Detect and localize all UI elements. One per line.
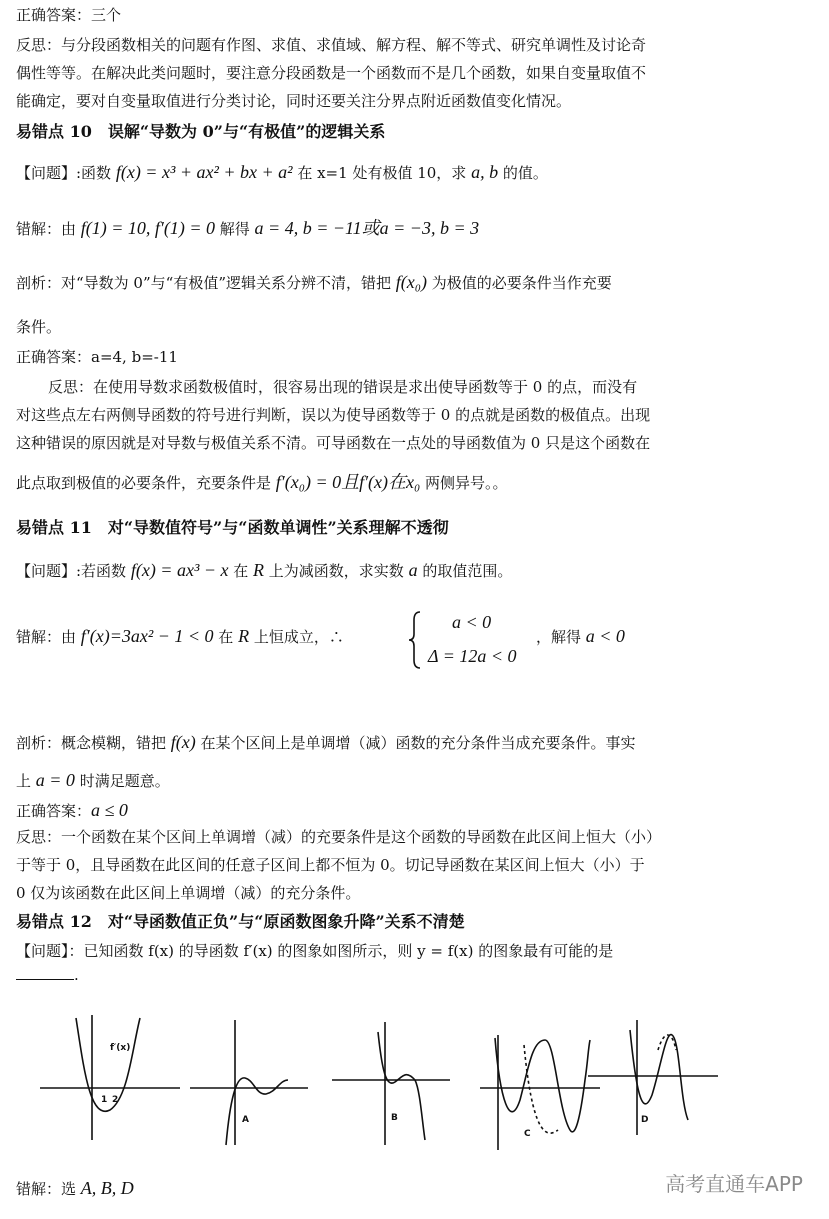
math: R (238, 626, 250, 646)
section-heading-11: 易错点 11 对“导数值符号”与“函数单调性”关系理解不透彻 (16, 518, 449, 537)
wrong-solution-12 (16, 1178, 134, 1200)
text: 在某个区间上是单调增（减）函数的充分条件当成充要条件。事实 (195, 734, 636, 752)
figure-label-d: D (641, 1115, 649, 1125)
math: a = 0 (35, 770, 75, 790)
section-heading-10: 易错点 10 误解“导数为 0”与“有极值”的逻辑关系 (16, 122, 386, 141)
text: 在 x=1 处有极值 10，求 (292, 164, 472, 182)
reflection-10 (16, 472, 508, 494)
line: 条件。 (16, 318, 62, 336)
watermark: 高考直通车APP (665, 1172, 803, 1196)
text: 的值。 (498, 164, 548, 182)
math: f′(x₀) = 0且f′(x)在x₀ (275, 472, 421, 492)
line: 正确答案：三个 (16, 6, 122, 24)
text: 剖析：对“导数为 0”与“有极值”逻辑关系分辨不清，错把 (16, 274, 396, 292)
text: 的取值范围。 (417, 562, 513, 580)
text: 剖析：概念模糊，错把 (16, 734, 171, 752)
graph-fprime (40, 1015, 180, 1140)
line: 能确定，要对自变量取值进行分类讨论，同时还要关注分界点附近函数值变化情况。 (16, 92, 572, 110)
math: a ≤ 0 (91, 800, 128, 820)
math: f′(x)=3ax² − 1 < 0 (80, 626, 214, 646)
text: 【问题】:函数 (16, 164, 116, 182)
math: f(1) = 10, f′(1) = 0 (80, 218, 215, 238)
math: f(x) = ax³ − x (130, 560, 229, 580)
text: 两侧异号。。 (420, 474, 508, 492)
blank-line (16, 967, 74, 980)
math: A, B, D (80, 1178, 134, 1198)
figure-tick-1: 1 (101, 1095, 108, 1105)
text: 上 (16, 772, 36, 790)
text: ，解得 (536, 628, 586, 646)
line: 于等于 0，且导函数在此区间的任意子区间上都不恒为 0。切记导函数在某区间上恒大（小）于 (16, 856, 645, 874)
math: R (253, 560, 265, 580)
text: 错解：由 (16, 220, 81, 238)
text: 在 (213, 628, 239, 646)
math: a < 0 (585, 626, 625, 646)
text: . (74, 966, 79, 984)
figure-label-fprime: f′(x) (110, 1043, 131, 1053)
text: 【问题】:若函数 (16, 562, 131, 580)
brace-icon (408, 610, 422, 670)
system-line-2: Δ = 12a < 0 (428, 646, 517, 666)
analysis-11-cont (16, 770, 170, 792)
line: 0 仅为该函数在此区间上单调增（减）的充分条件。 (16, 884, 361, 902)
text: 解得 (215, 220, 255, 238)
text: 正确答案： (16, 802, 92, 820)
wrong-solution-11-result (536, 626, 625, 648)
analysis-10 (16, 272, 612, 294)
text: 上恒成立，∴ (249, 628, 344, 646)
correct-answer-10: 正确答案：a=4, b=-11 (16, 348, 178, 366)
graph-c (480, 1035, 600, 1150)
line: 反思：与分段函数相关的问题有作图、求值、求值域、解方程、解不等式、研究单调性及讨论奇 (16, 36, 647, 54)
graph-b (332, 1022, 450, 1145)
text: 错解：由 (16, 628, 81, 646)
line: 对这些点左右两侧导函数的符号进行判断，误以为使导函数等于 0 的点就是函数的极值点。出现 (16, 406, 651, 424)
text: 时满足题意。 (74, 772, 170, 790)
problem-10 (16, 162, 548, 184)
text: 为极值的必要条件当作充要 (427, 274, 612, 292)
problem-11 (16, 560, 512, 582)
answer-blank (16, 966, 79, 984)
section-heading-12: 易错点 12 对“导函数值正负”与“原函数图象升降”关系不清楚 (16, 912, 465, 931)
text: 错解：选 (16, 1180, 81, 1198)
correct-answer-11 (16, 800, 128, 822)
figure-label-a: A (242, 1115, 249, 1125)
derivative-graphs-figure (40, 1010, 720, 1155)
math: a, b (471, 162, 499, 182)
system-line-1: a < 0 (452, 612, 492, 632)
text: 此点取到极值的必要条件，充要条件是 (16, 474, 276, 492)
text: 在 (228, 562, 254, 580)
line: 反思：在使用导数求函数极值时，很容易出现的错误是求出使导函数等于 0 的点，而没有 (48, 378, 638, 396)
math: a = 4, b = −11或a = −3, b = 3 (254, 218, 480, 238)
line: 反思：一个函数在某个区间上单调增（减）的充要条件是这个函数的导函数在此区间上恒大（小） (16, 828, 662, 846)
graph-d (588, 1020, 718, 1135)
wrong-solution-10 (16, 218, 479, 240)
line: 偶性等等。在解决此类问题时，要注意分段函数是一个函数而不是几个函数，如果自变量取值不 (16, 64, 647, 82)
math: f(x) (170, 732, 196, 752)
figure-tick-2: 2 (112, 1095, 119, 1105)
graph-a (190, 1020, 308, 1145)
line: 这种错误的原因就是对导数与极值关系不清。可导函数在一点处的导函数值为 0 只是这个函数在 (16, 434, 651, 452)
problem-12: 【问题】：已知函数 f(x) 的导函数 f′(x) 的图象如图所示，则 y = f(x) 的图象最有可能的是 (16, 942, 614, 960)
text: 上为减函数，求实数 (264, 562, 409, 580)
analysis-11 (16, 732, 636, 754)
math: a (408, 560, 418, 580)
math: f(x) = x³ + ax² + bx + a² (115, 162, 293, 182)
figure-label-c: C (524, 1129, 531, 1139)
wrong-solution-11 (16, 626, 344, 648)
math: f(x₀) (395, 272, 428, 292)
figure-label-b: B (391, 1113, 398, 1123)
